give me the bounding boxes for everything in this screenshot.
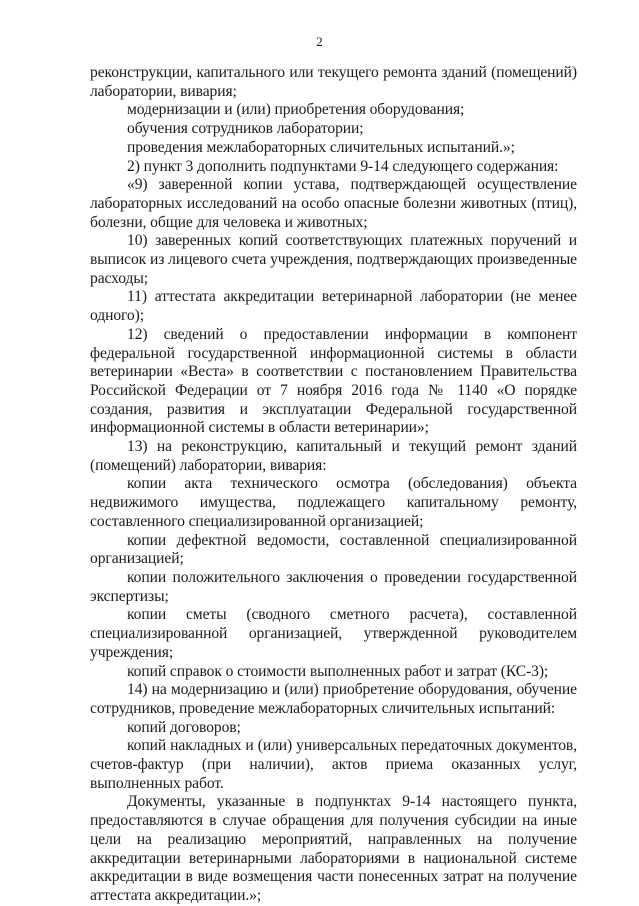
paragraph: «9) заверенной копии устава, подтверждающей осуществление лабораторных исследований на особо опасные болезни животных (птиц), болезни, общие для человека и животных; — [90, 176, 577, 231]
paragraph: копии акта технического осмотра (обследования) объекта недвижимого имущества, подлежащего капитальному ремонту, составленного специализированной организацией; — [90, 475, 577, 530]
paragraph: 13) на реконструкцию, капитальный и текущий ремонт зданий (помещений) лаборатории, вивария: — [90, 438, 577, 474]
paragraph: копии дефектной ведомости, составленной специализированной организацией; — [90, 531, 577, 568]
paragraph: обучения сотрудников лаборатории; — [127, 120, 364, 138]
paragraph: 10) заверенных копий соответствующих платежных поручений и выписок из лицевого счета учреждения, подтверждающих произведенные расходы; — [90, 232, 577, 287]
document-body — [90, 64, 577, 906]
paragraph: реконструкции, капитального или текущего ремонта зданий (помещений) лаборатории, вивария; — [90, 64, 577, 100]
paragraph: 12) сведений о предоставлении информации в компонент федеральной государственной информационной системы в области ветеринарии «Веста» в соответствии с постановлением Правительства Российской Федерации от 7 ноября 2016 года № 1140 «О порядке создания, развития и эксплуатации Федеральной государственной информационной системы в области ветеринарии»; — [90, 325, 577, 437]
paragraph: 14) на модернизацию и (или) приобретение оборудования, обучение сотрудников, проведение межлабораторных сличительных испытаний: — [90, 681, 577, 717]
paragraph: копий договоров; — [127, 718, 241, 736]
paragraph: копий справок о стоимости выполненных работ и затрат (КС-3); — [127, 662, 549, 680]
paragraph: 2) пункт 3 дополнить подпунктами 9-14 следующего содержания: — [127, 157, 559, 175]
paragraph: Документы, указанные в подпунктах 9-14 настоящего пункта, предоставляются в случае обращения для получения субсидии на иные цели на реализацию мероприятий, направленных на получение аккредитации ветеринарными лабораториями в национальной системе аккредитации в виде возмещения части понесенных затрат на получение аттестата аккредитации.»; — [90, 793, 577, 904]
paragraph: проведения межлабораторных сличительных испытаний.»; — [127, 138, 515, 156]
paragraph: копий накладных и (или) универсальных передаточных документов, счетов-фактур (при наличии), актов приема оказанных услуг, выполненных работ. — [90, 737, 577, 792]
paragraph: модернизации и (или) приобретения оборудования; — [127, 101, 465, 119]
paragraph: 11) аттестата аккредитации ветеринарной лаборатории (не менее одного); — [90, 288, 577, 325]
paragraph: копии положительного заключения о проведении государственной экспертизы; — [90, 568, 577, 605]
page-number: 2 — [316, 34, 323, 49]
paragraph: копии сметы (сводного сметного расчета), составленной специализированной организацией, утвержденной руководителем учреждения; — [90, 606, 577, 661]
